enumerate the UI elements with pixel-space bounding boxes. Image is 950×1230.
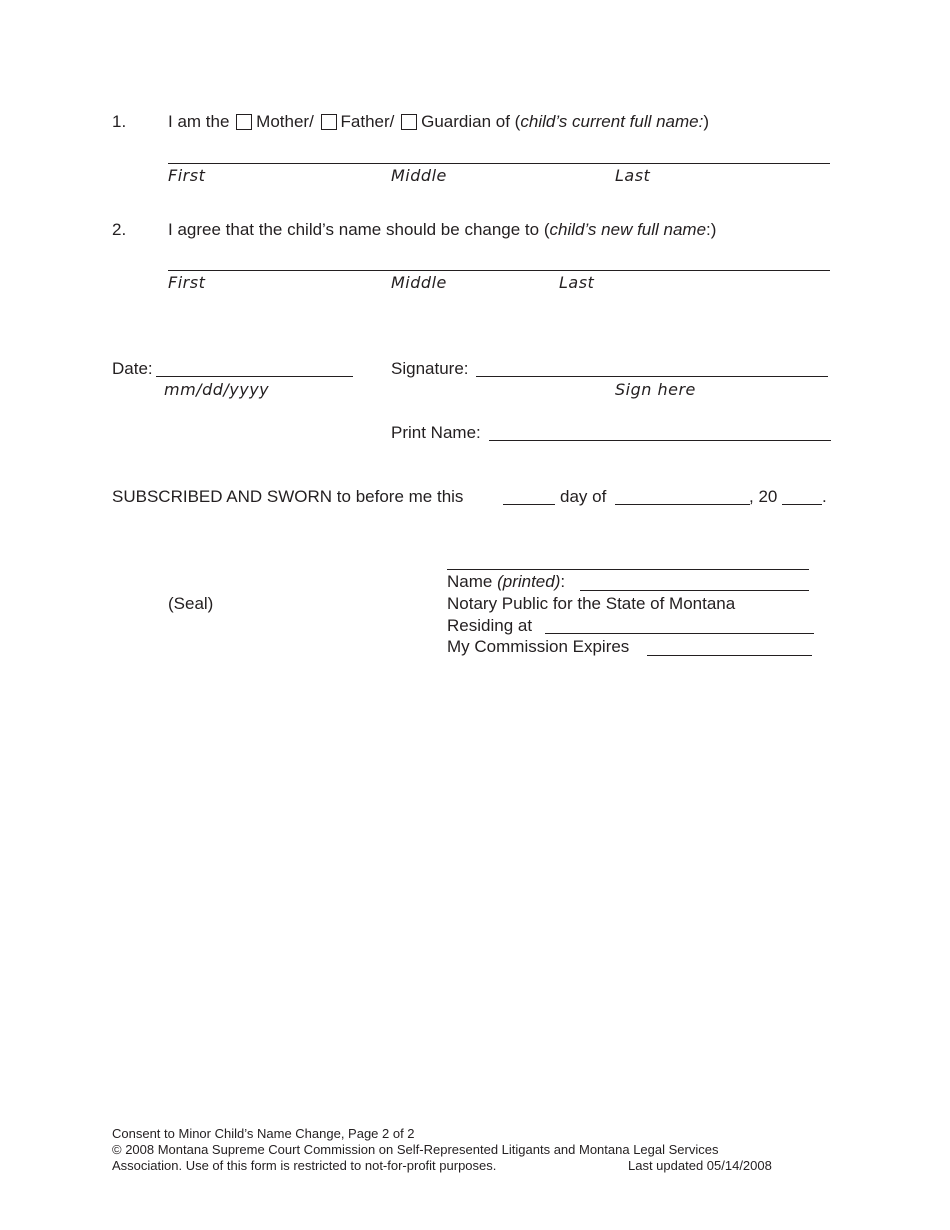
residing-field[interactable] xyxy=(545,633,814,634)
new-first-label: First xyxy=(168,273,206,292)
item-2-instruction: child’s new full name xyxy=(549,220,707,239)
current-name-field[interactable] xyxy=(168,163,830,164)
footer-updated: Last updated 05/14/2008 xyxy=(628,1158,772,1173)
new-name-field[interactable] xyxy=(168,270,830,271)
current-last-label: Last xyxy=(615,166,651,185)
item-2-suffix: :) xyxy=(706,220,717,239)
father-option-label: Father/ xyxy=(340,112,395,131)
footer-title: Consent to Minor Child’s Name Change, Page 2 of 2 xyxy=(112,1126,415,1141)
item-1-number: 1. xyxy=(112,112,127,131)
notary-name-field[interactable] xyxy=(580,590,809,591)
sworn-part-1: SUBSCRIBED AND SWORN to before me this xyxy=(112,487,464,506)
commission-field[interactable] xyxy=(647,655,812,656)
signature-label: Signature: xyxy=(391,359,469,378)
sworn-month-field[interactable] xyxy=(615,504,750,505)
mother-checkbox[interactable] xyxy=(236,114,252,130)
signature-field[interactable] xyxy=(476,376,828,377)
date-field[interactable] xyxy=(156,376,353,377)
date-format-hint: mm/dd/yyyy xyxy=(164,380,270,399)
footer-restriction: Association. Use of this form is restricted to not-for-profit purposes. xyxy=(112,1158,497,1173)
date-label: Date: xyxy=(112,359,153,378)
signature-hint: Sign here xyxy=(615,380,696,399)
notary-signature-field[interactable] xyxy=(447,569,809,570)
current-middle-label: Middle xyxy=(391,166,447,185)
father-checkbox[interactable] xyxy=(321,114,337,130)
commission-label: My Commission Expires xyxy=(447,637,630,656)
item-1-prefix: I am the xyxy=(168,112,230,131)
item-2-number: 2. xyxy=(112,220,127,239)
sworn-year-field[interactable] xyxy=(782,504,822,505)
mother-option-label: Mother/ xyxy=(256,112,314,131)
sworn-part-4: . xyxy=(822,487,827,506)
item-1-instruction: child’s current full name: xyxy=(520,112,704,131)
residing-label: Residing at xyxy=(447,616,533,635)
print-name-label: Print Name: xyxy=(391,423,481,442)
notary-title: Notary Public for the State of Montana xyxy=(447,594,736,613)
footer-copyright: © 2008 Montana Supreme Court Commission on Self-Represented Litigants and Montana Legal Services xyxy=(112,1142,719,1157)
seal-label: (Seal) xyxy=(168,594,214,613)
notary-name-hint: (printed) xyxy=(497,572,561,591)
new-last-label: Last xyxy=(559,273,595,292)
sworn-part-3: , 20 xyxy=(749,487,778,506)
item-1-suffix: ) xyxy=(703,112,710,131)
current-first-label: First xyxy=(168,166,206,185)
guardian-checkbox[interactable] xyxy=(401,114,417,130)
guardian-option-label: Guardian of ( xyxy=(421,112,521,131)
sworn-day-field[interactable] xyxy=(503,504,555,505)
item-2-prefix: I agree that the child’s name should be change to ( xyxy=(168,220,550,239)
sworn-part-2: day of xyxy=(560,487,607,506)
item-1-statement xyxy=(168,112,709,132)
new-middle-label: Middle xyxy=(391,273,447,292)
print-name-field[interactable] xyxy=(489,440,831,441)
notary-name-label: Name (printed): xyxy=(447,572,566,591)
item-2-statement xyxy=(168,220,716,240)
